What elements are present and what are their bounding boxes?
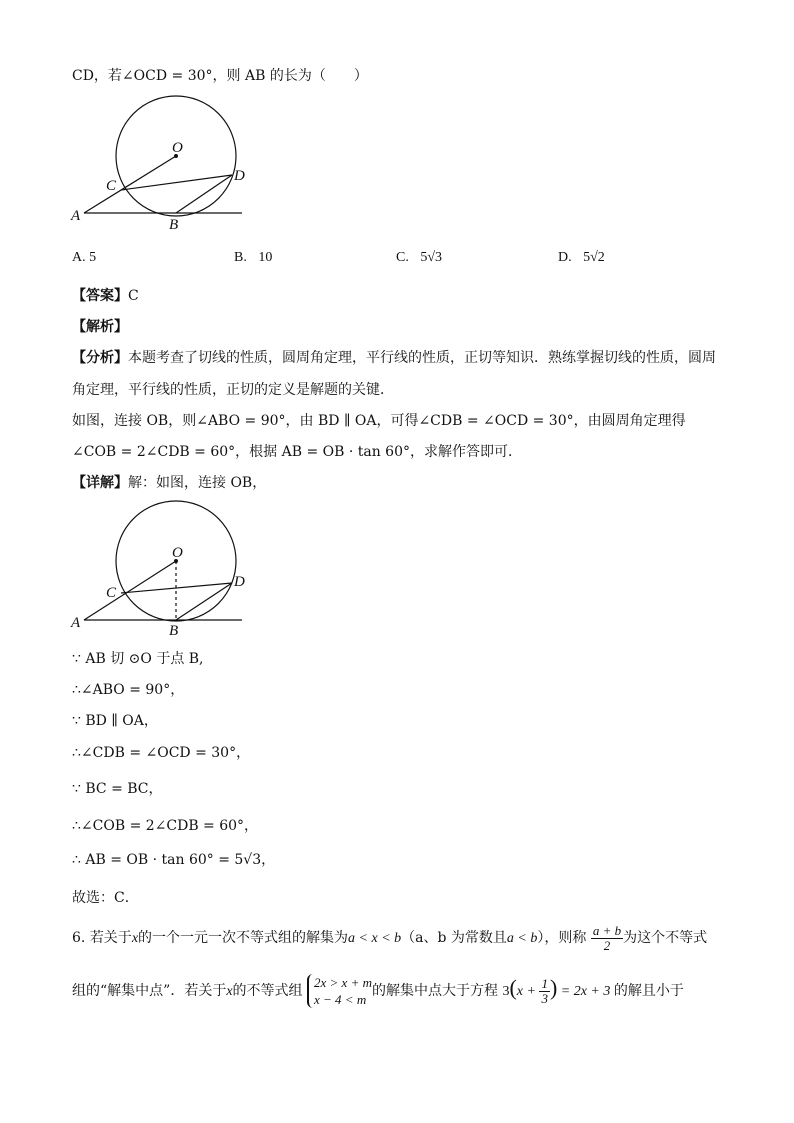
q6-var-x-2: x [226,984,233,999]
option-a-value: 5 [89,250,97,265]
equation-coef: 3 [502,984,510,999]
analysis-line3: 如图，连接 OB，则∠ABO = 90°，由 BD ∥ OA，可得∠CDB = ∠OCD = 30°，由圆周角定理得 [72,413,686,429]
option-c-value: 5√3 [420,250,443,265]
option-d [558,250,605,266]
answer-value: C [128,288,139,304]
label-C-2: C [106,585,117,601]
analysis-fenxi-line2: 角定理，平行线的性质，正切的定义是解题的关键． [72,382,394,398]
q6-range: a < x < b [348,931,402,946]
inequality-1: 2x > x + m [314,975,372,990]
circle-tangent-figure-2 [66,498,256,640]
detail-step-6: ∴∠COB = 2∠CDB = 60°， [72,818,259,834]
option-b-letter: B. [234,250,247,265]
label-O-2: O [172,545,183,561]
q6-number: 6. [72,930,86,946]
detail-step-5: ∵ BC = BC， [72,781,163,797]
equation-right: = 2x + 3 [560,984,611,999]
answer-line [72,286,139,306]
midpoint-fraction-numerator: a + b [592,922,622,938]
detail-step-7: ∴ AB = OB · tan 60° = 5√3， [72,852,276,868]
detail-heading [72,473,266,493]
detail-step-1: ∵ AB 切 ⊙O 于点 B, [72,651,204,667]
detail-step-2: ∴∠ABO = 90°， [72,682,185,698]
label-A-2: A [71,615,81,631]
option-d-letter: D. [558,250,572,265]
option-b [234,250,272,266]
midpoint-fraction-denominator: 2 [603,937,611,953]
option-a-letter: A. [72,250,86,265]
option-c-letter: C. [396,250,409,265]
q6-text-i: 的解且小于 [613,983,684,999]
option-a [72,250,96,266]
question-6-line2 [72,968,684,1008]
question-6-line1 [72,922,707,954]
q6-text-h: 的解集中点大于方程 [371,983,498,999]
q6-text-f: 组的“解集中点”．若关于 [72,983,227,999]
equation-fraction [539,977,550,1006]
q6-text-d: ），则称 [537,930,587,946]
detail-tag: 【详解】 [72,475,128,491]
analysis-heading [72,317,128,337]
option-c [396,250,442,266]
fenxi-tag: 【分析】 [72,350,128,366]
analysis-fenxi-line1 [72,348,716,368]
label-O: O [172,140,183,156]
question-stem-tail: CD，若∠OCD = 30°，则 AB 的长为（ ） [72,68,368,84]
inequality-2: x − 4 < m [314,992,367,1007]
label-A: A [71,208,81,224]
fenxi-text-1: 本题考查了切线的性质，圆周角定理，平行线的性质，正切等知识．熟练掌握切线的性质，圆周 [128,350,716,366]
circle-tangent-figure-1 [66,92,256,234]
q6-cond: a < b [506,931,538,946]
label-D-2: D [234,574,245,590]
equation-fraction-denominator: 3 [541,991,548,1007]
inequality-system [307,974,372,1008]
option-b-value: 10 [258,250,273,265]
q6-text-b: 的一个一元一次不等式组的解集为 [138,930,349,946]
equation-x: x + [516,984,536,999]
equation-fraction-numerator: 1 [541,976,548,992]
label-B-2: B [169,623,179,639]
q6-var-x: x [131,931,139,946]
detail-step-4: ∴∠CDB = ∠OCD = 30°， [72,745,251,761]
detail-step-3: ∵ BD ∥ OA， [72,713,158,729]
q6-text-c: （a、b 为常数且 [401,930,507,946]
label-D: D [234,168,245,184]
answer-tag: 【答案】 [72,288,128,304]
detail-intro: 解：如图，连接 OB， [128,475,267,491]
analysis-line4: ∠COB = 2∠CDB = 60°，根据 AB = OB · tan 60°，求解作答即可． [72,444,522,460]
option-d-value: 5√2 [583,250,605,265]
label-C: C [106,178,117,194]
detail-conclusion: 故选：C． [72,890,139,906]
equation: 3(x + $\frac{1}{3}$ ) = 2x + 3 [502,975,611,1007]
q6-text-a: 若关于 [89,930,132,946]
analysis-tag: 【解析】 [72,319,128,335]
q6-text-e: 为这个不等式 [623,930,708,946]
label-B: B [169,217,179,233]
midpoint-fraction [591,924,623,953]
q6-text-g: 的不等式组 [232,983,303,999]
